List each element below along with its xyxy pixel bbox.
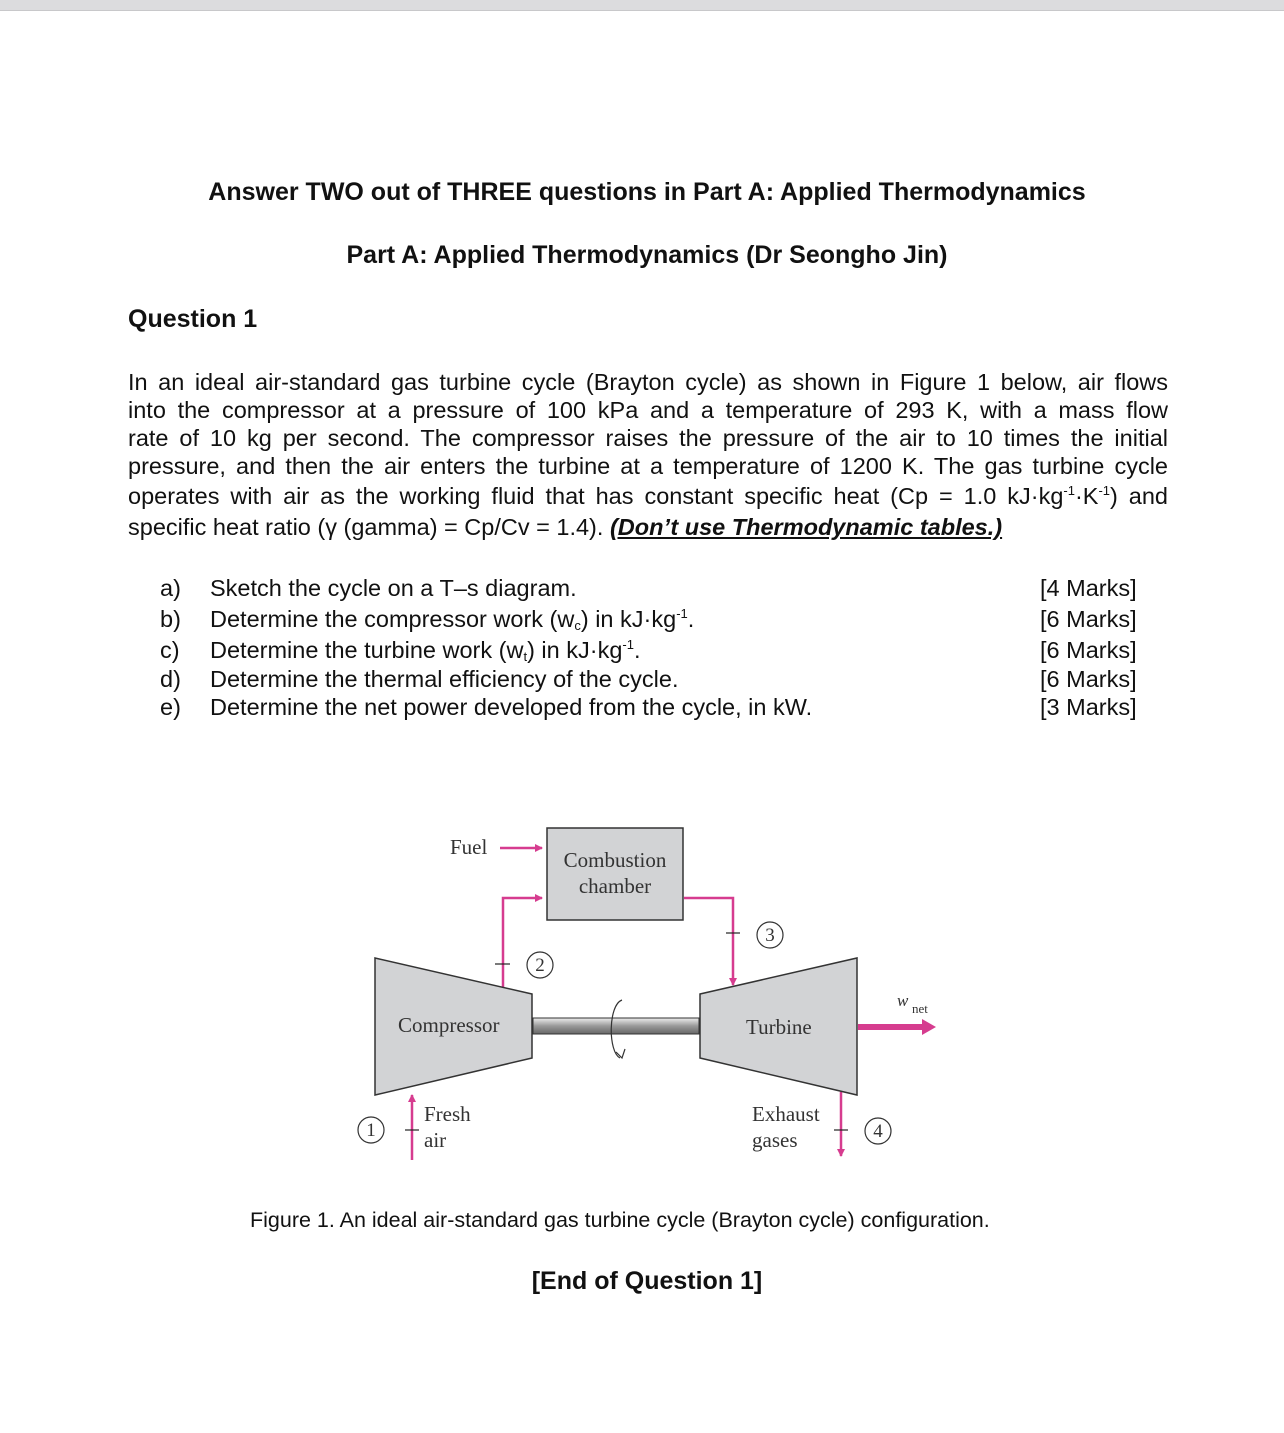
end-of-question: [End of Question 1] [531, 1267, 763, 1295]
page-subtitle: Part A: Applied Thermodynamics (Dr Seongho Jin) [346, 241, 948, 269]
exhaust-label: Exhaust [752, 1102, 820, 1126]
shaft [533, 1018, 699, 1034]
no-tables-note: (Don’t use Thermodynamic tables.) [609, 514, 1003, 540]
sub-question-letter: c) [160, 637, 180, 663]
viewer-top-bar [0, 0, 1284, 11]
fuel-label: Fuel [450, 835, 488, 859]
turbine-label: Turbine [746, 1015, 812, 1039]
sub-question-text: Determine the thermal efficiency of the cycle. [210, 666, 679, 692]
sub-question-text: . [633, 637, 641, 663]
gases-label: gases [752, 1128, 798, 1152]
sub-question [160, 694, 812, 721]
sub-question-letter: b) [160, 606, 181, 632]
sub-question-text: Sketch the cycle on a T–s diagram. [210, 575, 577, 601]
sub-question-text: . [687, 606, 695, 632]
marks-label: [6 Marks] [1040, 606, 1137, 632]
sub-question-letter: a) [160, 575, 181, 601]
question-text-line: into the compressor at a pressure of 100 kPa and a temperature of 293 K, with a mass flow [128, 397, 1168, 423]
superscript: -1 [622, 637, 634, 652]
question-heading: Question 1 [128, 305, 258, 333]
sub-question-text: Determine the net power developed from the cycle, in kW. [210, 694, 813, 720]
subscript: t [523, 649, 528, 664]
chamber-label: chamber [578, 874, 652, 898]
flow-3-line [684, 898, 733, 985]
page-title: Answer TWO out of THREE questions in Part A: Applied Thermodynamics [208, 178, 1086, 206]
sub-question-letter: e) [160, 694, 181, 720]
marks-label: [4 Marks] [1040, 575, 1137, 601]
sub-question [160, 637, 641, 664]
state-4-label: 4 [873, 1121, 883, 1142]
marks-label: [6 Marks] [1040, 637, 1137, 663]
question-text-line: In an ideal air-standard gas turbine cycle (Brayton cycle) as shown in Figure 1 below, air flows [128, 369, 1168, 395]
marks-label: [6 Marks] [1040, 666, 1137, 692]
fresh-label: Fresh [424, 1102, 471, 1126]
sub-question [160, 606, 694, 633]
sub-question [160, 666, 678, 693]
superscript: -1 [676, 606, 688, 621]
sub-question-text: ) in kJ·kg [580, 606, 677, 632]
sub-question-text: Determine the turbine work (w [210, 637, 524, 663]
air-label: air [424, 1128, 447, 1152]
wnet-subscript: net [912, 1001, 928, 1016]
state-1-label: 1 [366, 1120, 376, 1141]
question-text-line: pressure, and then the air enters the turbine at a temperature of 1200 K. The gas turbine cycle [128, 453, 1168, 479]
brayton-cycle-diagram [350, 820, 950, 1170]
question-text-line: operates with air as the working fluid that has constant specific heat (Cp = 1.0 $kJ\cdot kg^{-1}\cdot K^{-1}$) and [128, 483, 1168, 509]
question-text-line: rate of 10 kg per second. The compressor raises the pressure of the air to 10 times the initial [128, 425, 1168, 451]
sub-question-letter: d) [160, 666, 181, 692]
subscript: c [574, 618, 581, 633]
sub-question [160, 575, 577, 602]
marks-label: [3 Marks] [1040, 694, 1137, 720]
state-2-label: 2 [535, 955, 545, 976]
compressor-label: Compressor [398, 1013, 500, 1037]
sub-question-text: ) in kJ·kg [527, 637, 623, 663]
question-text-line: specific heat ratio (γ (gamma) = Cp/Cv = 1.4). (Don’t use Thermodynamic tables.) [128, 514, 1003, 540]
figure-caption: Figure 1. An ideal air-standard gas turbine cycle (Brayton cycle) configuration. [250, 1208, 990, 1232]
wnet-label: w [897, 991, 909, 1010]
state-3-label: 3 [765, 925, 775, 946]
sub-question-text: Determine the compressor work (w [210, 606, 575, 632]
combustion-label: Combustion [563, 848, 667, 872]
